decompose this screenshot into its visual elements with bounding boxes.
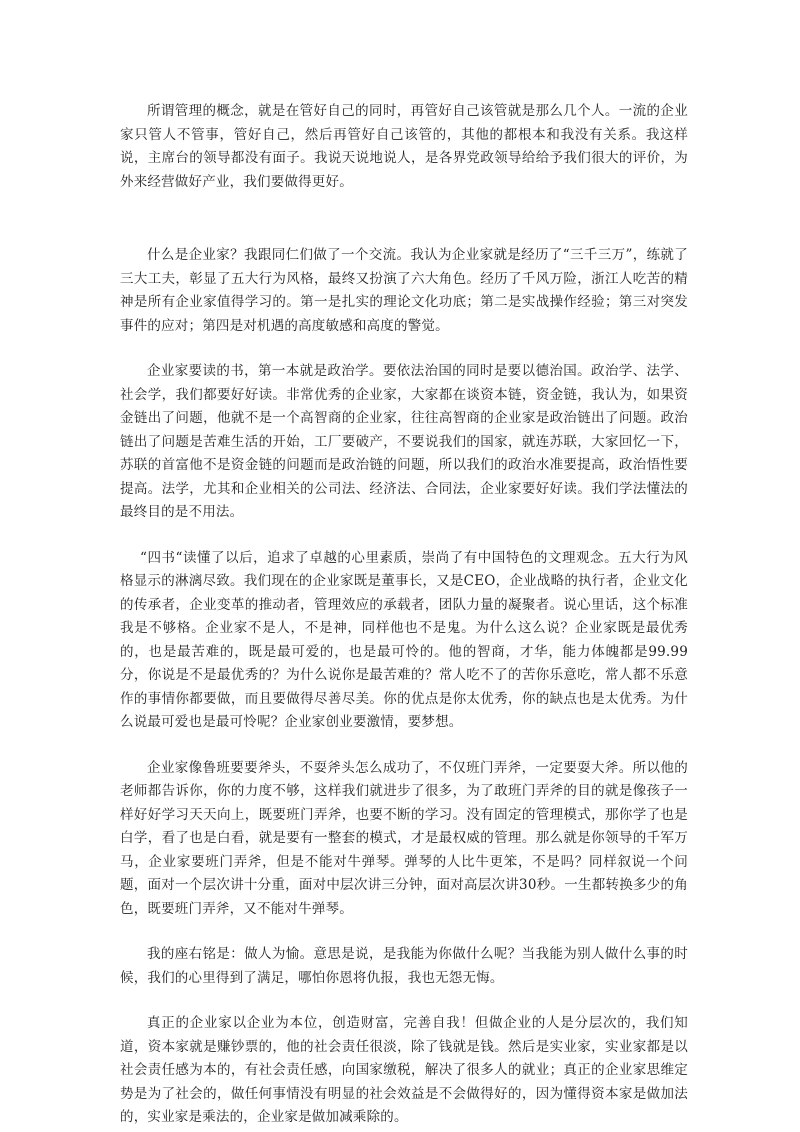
paragraph-books-to-read: 企业家要读的书，第一本就是政治学。要依法治国的同时是要以德治国。政治学、法学、社会学，我们都要好好读。非常优秀的企业家，大家都在谈资本链，资金链，我认为，如果资金链出了问题，他就不是一个高智商的企业家，往往高智商的企业家是政治链出了问题。政治链出了问题是苦难生活的开始，工厂要破产，不要说我们的国家，就连苏联，大家回忆一下，苏联的首富他不是资金链的问题而是政治链的问题，所以我们的政治水准要提高，政治悟性要提高。法学，尤其和企业相关的公司法、经济法、合同法，企业家要好好读。我们学法懂法的最终目的是不用法。 <box>120 363 688 520</box>
paragraph-management-concept: 所谓管理的概念，就是在管好自己的同时，再管好自己该管就是那么几个人。一流的企业家只管人不管事，管好自己，然后再管好自己该管的，其他的都根本和我没有关系。我这样说，主席台的领导都没有面子。我说天说地说人，是各界党政领导给给予我们很大的评价，为外来经营做好产业，我们要做得更好。 <box>120 103 688 190</box>
paragraph-true-entrepreneur: 真正的企业家以企业为本位，创造财富，完善自我！但做企业的人是分层次的，我们知道，资本家就是赚钞票的，他的社会责任很淡，除了钱就是钱。然后是实业家，实业家都是以社会责任感为本的，有社会责任感，向国家缴税，解决了很多人的就业；真正的企业家思维定势是为了社会的，做任何事情没有明显的社会效益是不会做得好的，因为懂得资本家是做加法的，实业家是乘法的，企业家是做加减乘除的。 <box>120 1015 688 1125</box>
paragraph-what-is-entrepreneur: 什么是企业家？我跟同仁们做了一个交流。我认为企业家就是经历了“三千三万”，练就了三大工夫，彰显了五大行为风格，最终又扮演了六大角色。经历了千风万险，浙江人吃苦的精神是所有企业家值得学习的。第一是扎实的理论文化功底；第二是实战操作经验；第三对突发事件的应对；第四是对机遇的高度敏感和高度的警觉。 <box>120 247 688 334</box>
paragraph-four-books: “四书“读懂了以后，追求了卓越的心里素质，崇尚了有中国特色的文理观念。五大行为风格显示的淋漓尽致。我们现在的企业家既是董事长，又是CEO，企业战略的执行者，企业文化的传承者，企业变革的推动者，管理效应的承载者，团队力量的凝聚者。说心里话，这个标准我是不够格。企业家不是人，不是神，同样他也不是鬼。为什么这么说？企业家既是最优秀的，也是最苦难的，既是最可爱的，也是最可怜的。他的智商，才华，能力体魄都是99.99分，你说是不是最优秀的？为什么说你是最苦难的？常人吃不了的苦你乐意吃，常人都不乐意作的事情你都要做，而且要做得尽善尽美。你的优点是你太优秀，你的缺点也是太优秀。为什么说最可爱也是最可怜呢？企业家创业要激情，要梦想。 <box>120 549 688 730</box>
document-page <box>120 88 688 1130</box>
paragraph-luban-axe: 企业家像鲁班要要斧头，不耍斧头怎么成功了，不仅班门弄斧，一定要耍大斧。所以他的老师都告诉你，你的力度不够，这样我们就进步了很多，为了敢班门弄斧的目的就是像孩子一样好好学习天天向上，既要班门弄斧，也要不断的学习。没有固定的管理模式，那你学了也是白学，看了也是白看，就是要有一整套的模式，才是最权威的管理。那么就是你领导的千军万马，企业家要班门弄斧，但是不能对牛弹琴。弹琴的人比牛更笨，不是吗？同样叙说一个问题，面对一个层次讲十分重，面对中层次讲三分钟，面对高层次讲30秒。一生都转换多少的角色，既要班门弄斧，又不能对牛弹琴。 <box>120 759 688 917</box>
paragraph-motto: 我的座右铭是：做人为愉。意思是说，是我能为你做什么呢？当我能为别人做什么事的时候，我们的心里得到了满足，哪怕你恩将仇报，我也无怨无悔。 <box>120 946 688 986</box>
